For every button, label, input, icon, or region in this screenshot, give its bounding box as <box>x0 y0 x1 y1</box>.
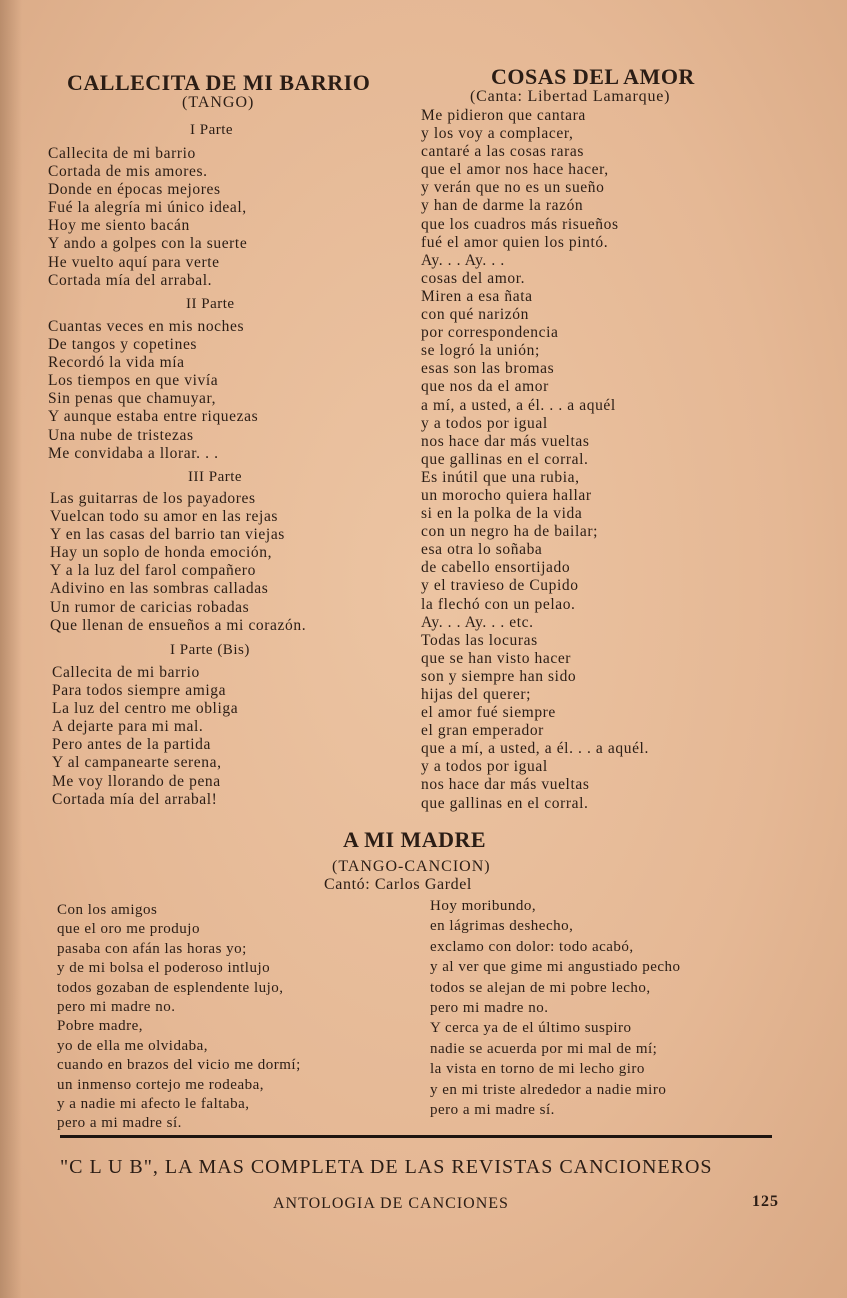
right-song-subtitle: (Canta: Libertad Lamarque) <box>470 88 671 105</box>
verse-line: son y siempre han sido <box>421 667 577 685</box>
verse-line: que a mí, a usted, a él. . . a aquél. <box>421 740 649 758</box>
verse-line: Sin penas que chamuyar, <box>48 390 217 408</box>
part-label: I Parte (Bis) <box>170 642 250 658</box>
verse-line: se logró la unión; <box>421 342 540 360</box>
verse-line: Todas las locuras <box>421 631 538 649</box>
verse-line: Hoy me siento bacán <box>48 217 190 235</box>
part-label: I Parte <box>190 122 234 138</box>
verse-line: Hoy moribundo, <box>430 898 537 914</box>
verse-line: y a todos por igual <box>421 758 548 776</box>
verse-line: que el oro me produjo <box>57 921 200 938</box>
verse-line: Las guitarras de los payadores <box>50 490 256 507</box>
verse-line: que el amor nos hace hacer, <box>421 161 609 179</box>
verse-line: Pero antes de la partida <box>52 736 212 754</box>
verse-line: y en mi triste alrededor a nadie miro <box>430 1081 667 1098</box>
verse-line: Pobre madre, <box>57 1018 143 1035</box>
verse-line: Donde en épocas mejores <box>48 181 221 199</box>
verse-line: Una nube de tristezas <box>48 426 194 444</box>
stanza <box>50 490 306 635</box>
verse-line: Cortada de mis amores. <box>48 163 208 181</box>
verse-line: el amor fué siempre <box>421 704 556 722</box>
verse-line: que gallinas en el corral. <box>421 794 589 812</box>
verse-line: Y ando a golpes con la suerte <box>48 235 248 253</box>
verse-line: con qué narizón <box>421 306 529 324</box>
verse-line: fué el amor quien los pintó. <box>421 233 609 251</box>
verse-line: cosas del amor. <box>421 269 526 287</box>
verse-line: Ay. . . Ay. . . etc. <box>421 613 534 631</box>
verse-line: todos se alejan de mi pobre lecho, <box>430 979 651 996</box>
verse-line: y a todos por igual <box>421 414 548 432</box>
bottom-song-title: A MI MADRE <box>343 827 487 852</box>
right-song-title: COSAS DEL AMOR <box>491 64 695 89</box>
verse-line: un inmenso cortejo me rodeaba, <box>57 1076 265 1093</box>
stanza <box>52 664 238 809</box>
verse-line: Adivino en las sombras calladas <box>50 580 269 598</box>
verse-line: Me voy llorando de pena <box>52 772 221 790</box>
verse-line: y a nadie mi afecto le faltaba, <box>57 1095 250 1112</box>
verse-line: Cuantas veces en mis noches <box>48 318 245 335</box>
verse-line: Recordó la vida mía <box>48 354 185 372</box>
verse-line: nos hace dar más vueltas <box>421 776 590 794</box>
verse-line: Y cerca ya de el último suspiro <box>430 1020 632 1037</box>
verse-line: y los voy a complacer, <box>421 125 574 143</box>
verse-line: y han de darme la razón <box>421 197 584 215</box>
verse-line: un morocho quiera hallar <box>421 486 592 504</box>
verse-line: y al ver que gime mi angustiado pecho <box>430 959 681 976</box>
verse-line: Hay un soplo de honda emoción, <box>50 544 273 562</box>
section-title: ANTOLOGIA DE CANCIONES <box>273 1195 509 1212</box>
verse-line: Y al campanearte serena, <box>52 754 222 772</box>
verse-line: Vuelcan todo su amor en las rejas <box>50 508 279 526</box>
verse-line: que los cuadros más risueños <box>421 215 619 233</box>
verse-line: Un rumor de caricias robadas <box>50 598 250 616</box>
verse-line: Es inútil que una rubia, <box>421 468 580 486</box>
part-label: III Parte <box>188 469 243 485</box>
verse-line: Cortada mía del arrabal! <box>52 790 218 808</box>
verse-line: Me convidaba a llorar. . . <box>48 444 219 462</box>
verse-line: con un negro ha de bailar; <box>421 523 598 541</box>
verse-line: Y aunque estaba entre riquezas <box>48 408 259 426</box>
verse-line: pero mi madre no. <box>57 998 176 1015</box>
verse-line: nos hace dar más vueltas <box>421 432 590 450</box>
verse-line: si en la polka de la vida <box>421 505 583 523</box>
verse-line: La luz del centro me obliga <box>52 700 239 718</box>
verse-line: pero a mi madre sí. <box>430 1101 555 1118</box>
verse-line: Ay. . . Ay. . . <box>421 251 505 269</box>
verse-line: De tangos y copetines <box>48 336 198 354</box>
verse-line: Para todos siempre amiga <box>52 682 227 700</box>
verse-line: el gran emperador <box>421 722 544 740</box>
verse-line: nadie se acuerda por mi mal de mí; <box>430 1040 658 1057</box>
verse-line: Cortada mía del arrabal. <box>48 271 213 289</box>
page-edge-shadow <box>0 0 22 1298</box>
bottom-song-singer: Cantó: Carlos Gardel <box>324 876 472 893</box>
verse-line: exclamo con dolor: todo acabó, <box>430 938 634 955</box>
verse-line: en lágrimas deshecho, <box>430 918 574 935</box>
verse-line: que gallinas en el corral. <box>421 450 589 468</box>
verse-line: la flechó con un pelao. <box>421 595 576 613</box>
verse-line: esa otra lo soñaba <box>421 541 543 559</box>
verse-line: y verán que no es un sueño <box>421 179 605 197</box>
verse-line: Y a la luz del farol compañero <box>50 562 256 580</box>
verse-line: Con los amigos <box>57 902 158 918</box>
verse-line: Fué la alegría mi único ideal, <box>48 199 247 217</box>
verse-line: yo de ella me olvidaba, <box>57 1037 209 1054</box>
footer-divider <box>60 1135 772 1138</box>
verse-line: de cabello ensortijado <box>421 559 571 577</box>
verse-line: Y en las casas del barrio tan viejas <box>50 526 285 544</box>
verse-line: pasaba con afán las horas yo; <box>57 940 247 957</box>
song-lyrics-left <box>57 901 301 1134</box>
verse-line: la vista en torno de mi lecho giro <box>430 1061 645 1078</box>
verse-line: que se han visto hacer <box>421 649 572 667</box>
magazine-name: "C L U B", LA MAS COMPLETA DE LAS REVISTAS CANCIONEROS <box>60 1156 713 1178</box>
stanza <box>48 318 258 463</box>
verse-line: Me pidieron que cantara <box>421 107 586 124</box>
stanza <box>48 145 247 290</box>
verse-line: pero a mi madre sí. <box>57 1115 182 1132</box>
bottom-song-subtitle: (TANGO-CANCION) <box>332 858 491 875</box>
verse-line: Callecita de mi barrio <box>52 664 200 681</box>
left-song-subtitle: (TANGO) <box>182 94 255 111</box>
left-song-title: CALLECITA DE MI BARRIO <box>67 70 371 95</box>
verse-line: A dejarte para mi mal. <box>52 718 204 736</box>
verse-line: Los tiempos en que vivía <box>48 372 219 390</box>
verse-line: por correspondencia <box>421 324 559 342</box>
verse-line: hijas del querer; <box>421 686 532 703</box>
verse-line: y el travieso de Cupido <box>421 577 579 595</box>
verse-line: esas son las bromas <box>421 360 555 378</box>
verse-line: que nos da el amor <box>421 378 549 396</box>
page-number: 125 <box>752 1193 779 1210</box>
part-label: II Parte <box>186 296 235 312</box>
song-lyrics-right <box>430 896 681 1120</box>
verse-line: Miren a esa ñata <box>421 287 533 305</box>
verse-line: y de mi bolsa el poderoso intlujo <box>57 960 271 977</box>
verse-line: He vuelto aquí para verte <box>48 253 220 271</box>
verse-line: Que llenan de ensueños a mi corazón. <box>50 616 307 634</box>
verse-line: pero mi madre no. <box>430 999 549 1016</box>
song-lyrics <box>421 107 649 813</box>
verse-line: cuando en brazos del vicio me dormí; <box>57 1057 301 1074</box>
verse-line: a mí, a usted, a él. . . a aquél <box>421 396 616 414</box>
verse-line: Callecita de mi barrio <box>48 145 196 162</box>
verse-line: cantaré a las cosas raras <box>421 143 585 161</box>
verse-line: todos gozaban de esplendente lujo, <box>57 979 284 996</box>
